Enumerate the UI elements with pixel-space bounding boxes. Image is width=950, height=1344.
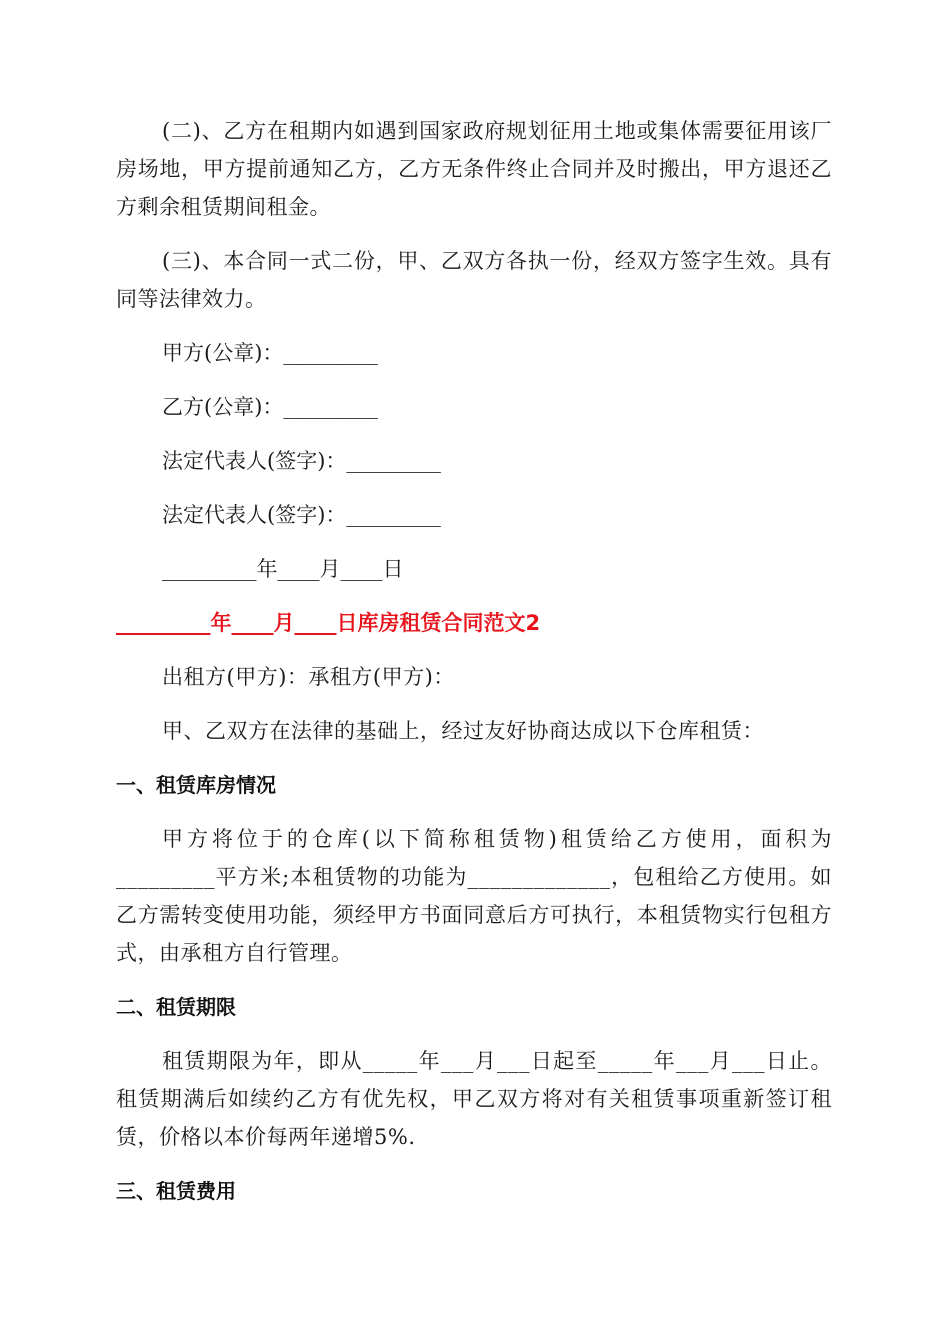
date-line: _________年____月____日 (162, 557, 404, 581)
section-heading-1: 一、租赁库房情况 (116, 773, 276, 797)
section-body-2: 租赁期限为年，即从_____年___月___日起至_____年___月___日止。租赁期满后如续约乙方有优先权，甲乙双方将对有关租赁事项重新签订租赁，价格以本价每两年递增5%. (116, 1049, 832, 1149)
section-heading-2: 二、租赁期限 (116, 995, 236, 1019)
document-page (116, 112, 832, 1226)
section-heading-3: 三、租赁费用 (116, 1179, 236, 1203)
clause-2-paragraph: (二)、乙方在租期内如遇到国家政府规划征用土地或集体需要征用该厂房场地，甲方提前通知乙方，乙方无条件终止合同并及时搬出，甲方退还乙方剩余租赁期间租金。 (116, 119, 832, 219)
document-2-title: _________年____月____日库房租赁合同范文2 (116, 611, 541, 635)
party-a-seal-line: 甲方(公章)：_________ (162, 341, 378, 365)
clause-3-paragraph: (三)、本合同一式二份，甲、乙双方各执一份，经双方签字生效。具有同等法律效力。 (116, 249, 832, 311)
legal-rep-signature-line-2: 法定代表人(签字)：_________ (162, 503, 441, 527)
legal-rep-signature-line-1: 法定代表人(签字)：_________ (162, 449, 441, 473)
section-body-1: 甲方将位于的仓库(以下简称租赁物)租赁给乙方使用，面积为_________平方米;本租赁物的功能为_____________，包租给乙方使用。如乙方需转变使用功能，须经甲方书面同意后方可执行，本租赁物实行包租方式，由承租方自行管理。 (116, 827, 832, 965)
parties-line: 出租方(甲方)：承租方(甲方)： (162, 665, 455, 689)
party-b-seal-line: 乙方(公章)：_________ (162, 395, 378, 419)
intro-paragraph: 甲、乙双方在法律的基础上，经过友好协商达成以下仓库租赁： (162, 719, 764, 743)
